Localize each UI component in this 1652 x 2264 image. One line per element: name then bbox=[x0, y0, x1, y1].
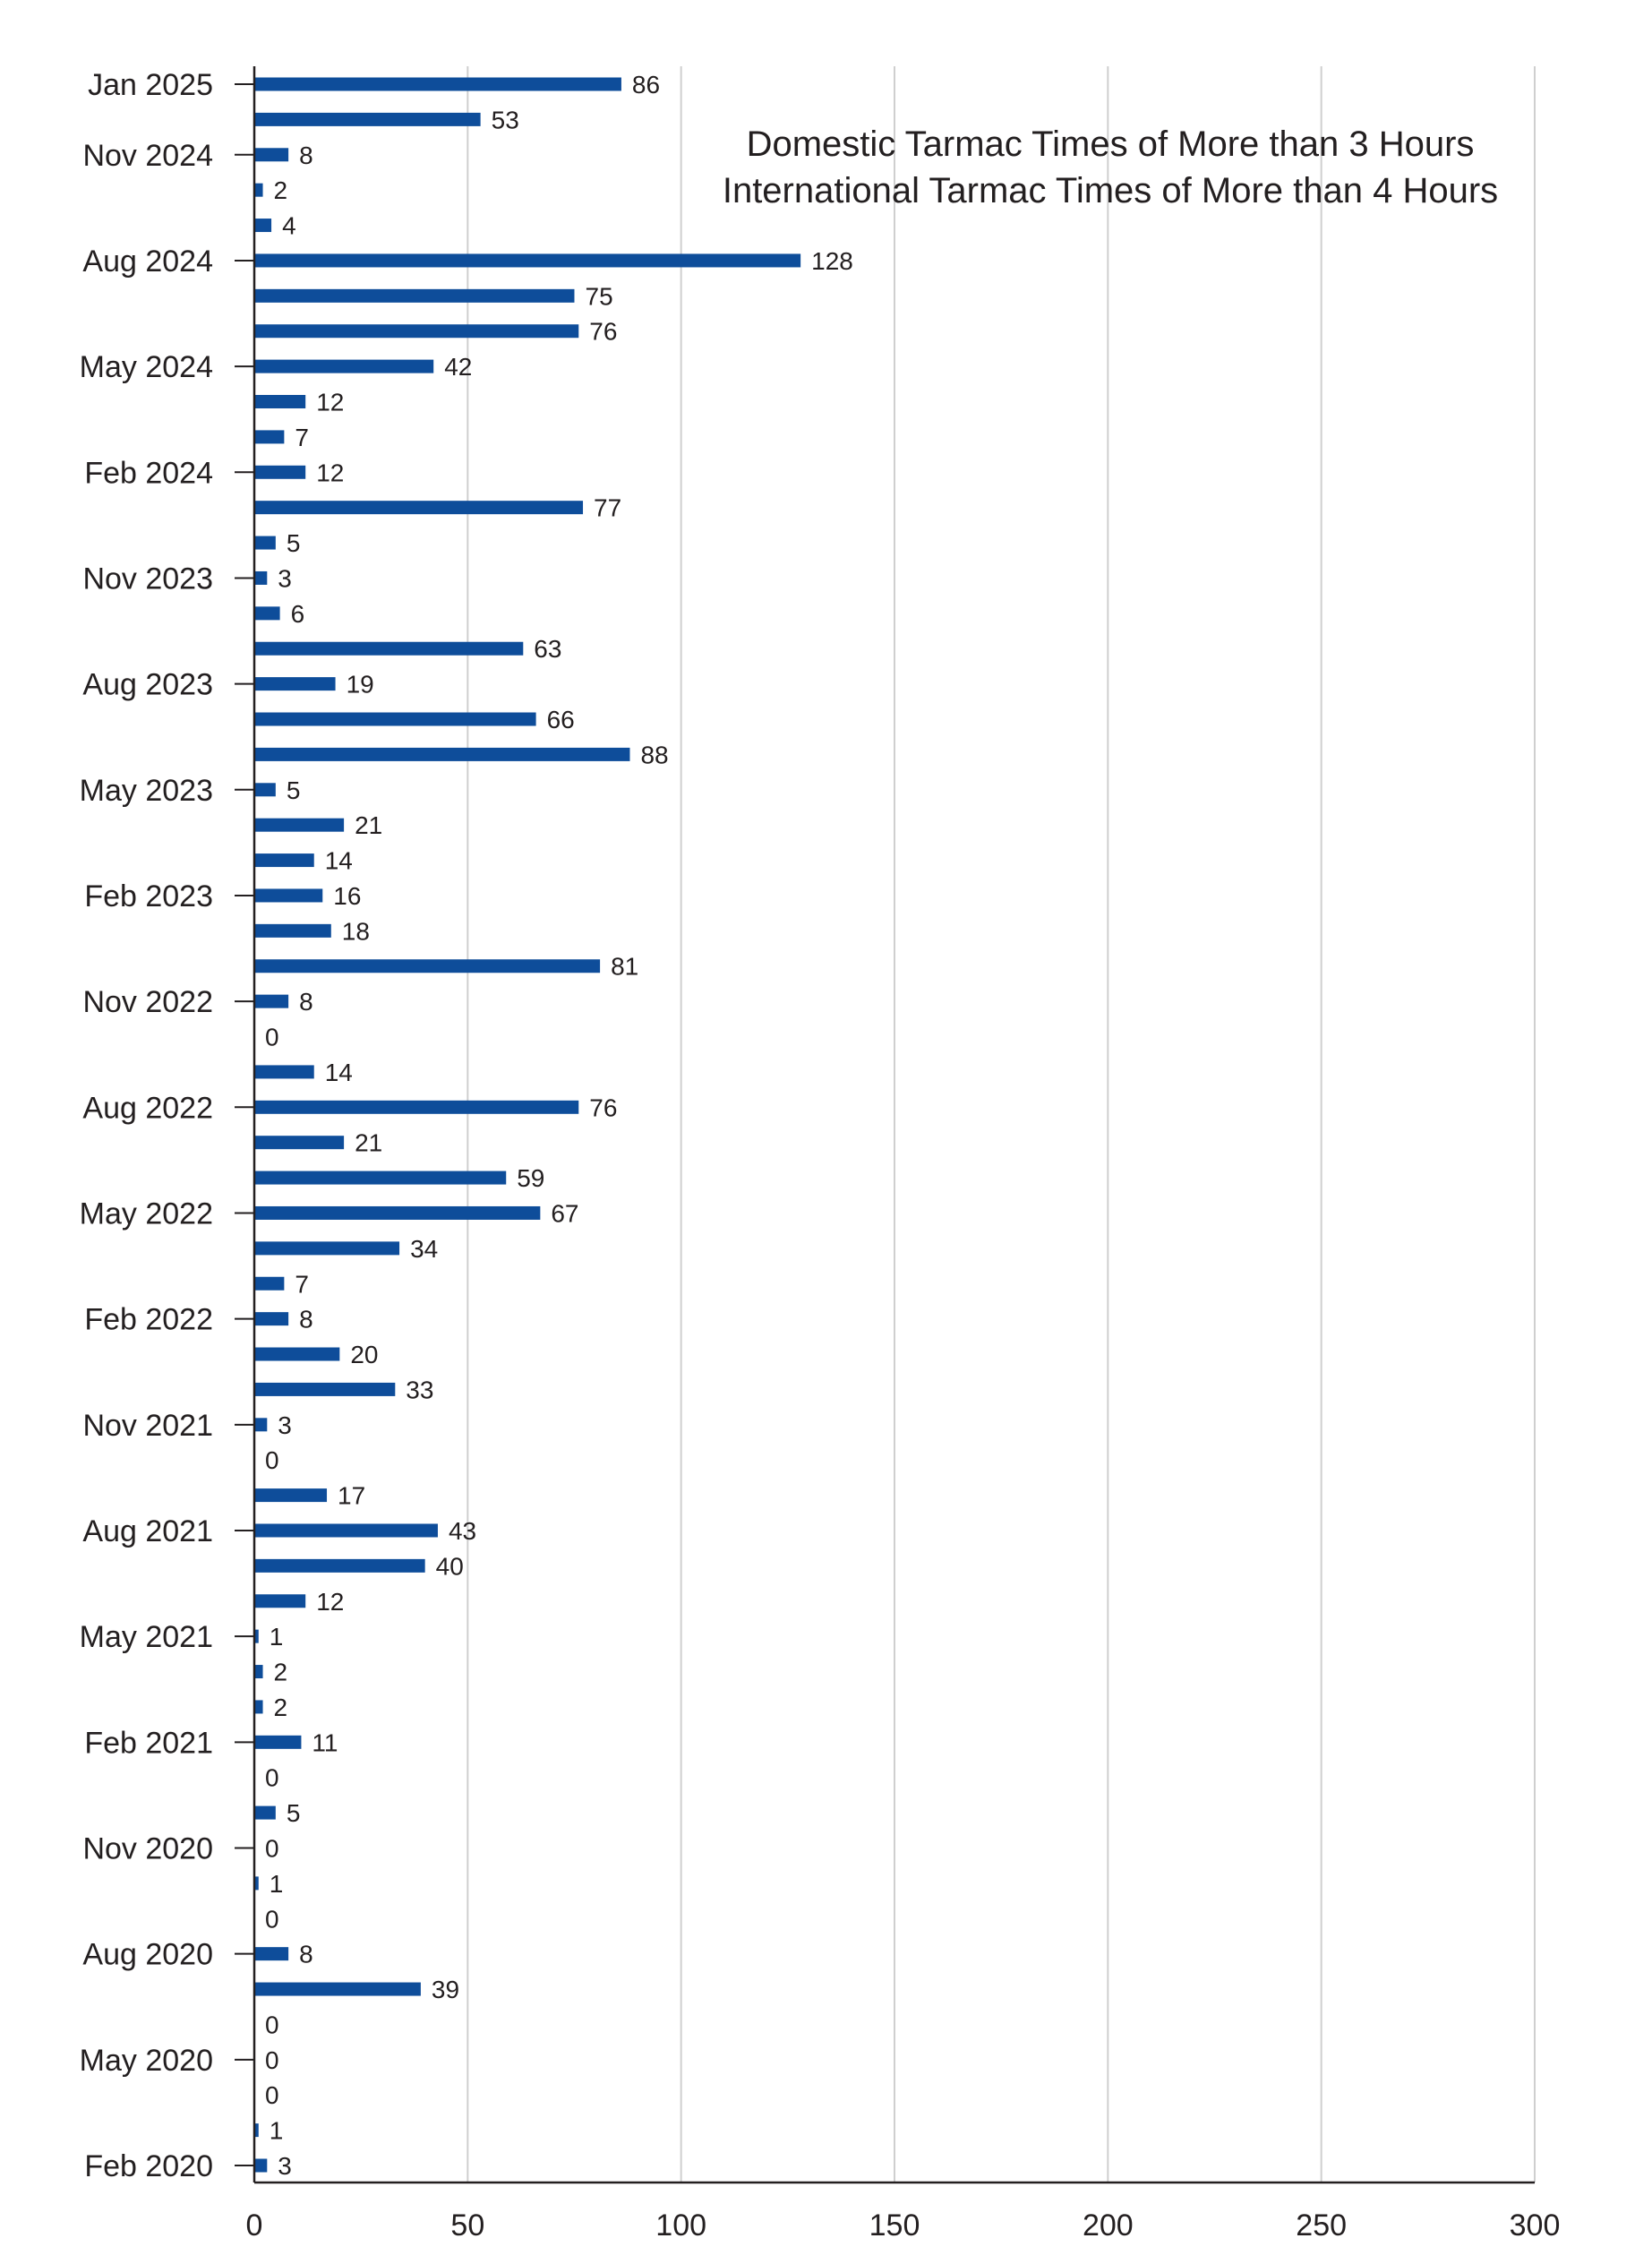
data-label: 0 bbox=[265, 2011, 279, 2039]
data-label: 8 bbox=[299, 141, 313, 169]
y-category-label: Nov 2020 bbox=[82, 1831, 213, 1866]
y-category-label: Aug 2021 bbox=[82, 1514, 213, 1548]
data-label: 75 bbox=[585, 282, 613, 311]
bar-nov-2022 bbox=[254, 995, 288, 1008]
bar-oct-2024 bbox=[254, 184, 263, 197]
bar-feb-2023 bbox=[254, 888, 322, 902]
bar-jan-2022 bbox=[254, 1348, 339, 1361]
data-label: 0 bbox=[265, 2045, 279, 2074]
y-category-label: Aug 2020 bbox=[82, 1937, 213, 1972]
x-tick-label: 300 bbox=[1509, 2208, 1561, 2243]
data-label: 5 bbox=[286, 1799, 301, 1828]
bar-sep-2021 bbox=[254, 1488, 327, 1502]
bar-dec-2024 bbox=[254, 113, 481, 126]
y-category-label: Nov 2021 bbox=[82, 1408, 213, 1443]
x-tick-label: 0 bbox=[245, 2208, 263, 2243]
data-label: 40 bbox=[435, 1552, 464, 1581]
gridlines bbox=[467, 66, 1535, 2183]
data-label: 2 bbox=[273, 1658, 288, 1686]
chart-title-line-1: Domestic Tarmac Times of More than 3 Hours bbox=[746, 124, 1475, 164]
bar-mar-2022 bbox=[254, 1277, 284, 1291]
bar-oct-2023 bbox=[254, 606, 280, 620]
y-category-label: Nov 2023 bbox=[82, 562, 213, 596]
y-category-label: Feb 2020 bbox=[84, 2149, 213, 2183]
data-label: 0 bbox=[265, 1446, 279, 1475]
data-label: 76 bbox=[589, 317, 618, 346]
data-label: 21 bbox=[355, 1128, 383, 1157]
bar-jun-2024 bbox=[254, 324, 578, 338]
data-label: 77 bbox=[594, 493, 622, 522]
y-category-label: Feb 2022 bbox=[84, 1302, 213, 1337]
data-label: 1 bbox=[269, 1623, 284, 1651]
data-label: 0 bbox=[265, 1834, 279, 1863]
x-tick-label: 250 bbox=[1296, 2208, 1348, 2243]
data-label: 42 bbox=[444, 353, 473, 382]
bar-mar-2021 bbox=[254, 1700, 263, 1713]
data-label: 5 bbox=[286, 776, 301, 804]
data-label: 86 bbox=[631, 71, 661, 99]
data-label: 63 bbox=[534, 635, 562, 664]
data-label: 20 bbox=[350, 1341, 379, 1369]
bar-dec-2020 bbox=[254, 1806, 276, 1820]
data-label: 0 bbox=[265, 1023, 279, 1051]
bar-jun-2023 bbox=[254, 748, 629, 761]
x-tick-label: 100 bbox=[655, 2208, 707, 2243]
data-label: 4 bbox=[282, 211, 296, 240]
bar-may-2023 bbox=[254, 783, 276, 796]
bar-may-2024 bbox=[254, 360, 433, 373]
y-category-label: May 2024 bbox=[79, 350, 213, 385]
data-label: 3 bbox=[278, 1411, 292, 1439]
data-label: 0 bbox=[265, 1905, 279, 1934]
data-label: 0 bbox=[265, 2081, 279, 2110]
y-category-label: Aug 2023 bbox=[82, 667, 213, 702]
data-label: 17 bbox=[338, 1481, 366, 1510]
bar-apr-2023 bbox=[254, 819, 344, 832]
data-label: 12 bbox=[316, 1587, 345, 1616]
bar-jul-2021 bbox=[254, 1559, 425, 1573]
bar-aug-2021 bbox=[254, 1523, 438, 1537]
bar-sep-2023 bbox=[254, 642, 523, 656]
x-tick-label: 200 bbox=[1082, 2208, 1134, 2243]
y-category-label: Feb 2023 bbox=[84, 879, 213, 913]
data-label: 7 bbox=[295, 1270, 309, 1299]
data-label: 8 bbox=[299, 1305, 313, 1334]
data-label: 81 bbox=[611, 952, 639, 981]
bar-mar-2024 bbox=[254, 430, 284, 443]
chart-title-line-2: International Tarmac Times of More than 4 Hours bbox=[722, 171, 1499, 210]
bar-sep-2022 bbox=[254, 1065, 314, 1078]
data-label: 11 bbox=[312, 1728, 338, 1757]
y-category-label: Aug 2024 bbox=[82, 244, 213, 279]
data-label: 39 bbox=[431, 1976, 460, 2004]
data-label: 43 bbox=[448, 1516, 477, 1545]
bar-feb-2020 bbox=[254, 2159, 267, 2173]
data-label: 21 bbox=[355, 811, 383, 840]
data-label: 2 bbox=[273, 176, 288, 205]
data-label: 18 bbox=[341, 917, 370, 946]
data-label: 8 bbox=[299, 1940, 313, 1968]
data-label: 1 bbox=[269, 2116, 284, 2145]
y-category-label: Jan 2025 bbox=[88, 68, 213, 102]
data-label: 7 bbox=[295, 423, 309, 451]
data-label: 6 bbox=[290, 599, 305, 628]
x-tick-label: 50 bbox=[450, 2208, 485, 2243]
bar-jun-2021 bbox=[254, 1594, 305, 1608]
y-category-label: Aug 2022 bbox=[82, 1091, 213, 1126]
bar-jan-2024 bbox=[254, 501, 583, 514]
bar-aug-2023 bbox=[254, 677, 336, 690]
y-category-label: May 2021 bbox=[79, 1620, 213, 1655]
data-label: 67 bbox=[551, 1199, 579, 1228]
data-label: 0 bbox=[265, 1763, 279, 1792]
bar-jul-2023 bbox=[254, 713, 536, 726]
bar-dec-2023 bbox=[254, 536, 276, 550]
bar-jul-2024 bbox=[254, 289, 575, 303]
data-label: 19 bbox=[346, 670, 374, 699]
bar-apr-2021 bbox=[254, 1665, 263, 1678]
bar-jul-2020 bbox=[254, 1983, 421, 1996]
y-category-label: Feb 2021 bbox=[84, 1726, 213, 1761]
bar-jul-2022 bbox=[254, 1136, 344, 1149]
data-label: 8 bbox=[299, 988, 313, 1016]
bar-sep-2024 bbox=[254, 219, 271, 232]
chart-title bbox=[723, 124, 1498, 210]
bar-feb-2022 bbox=[254, 1312, 288, 1325]
bar-jan-2023 bbox=[254, 924, 331, 938]
bar-feb-2021 bbox=[254, 1736, 301, 1749]
data-label: 76 bbox=[589, 1093, 618, 1122]
bar-mar-2023 bbox=[254, 853, 314, 867]
bar-dec-2022 bbox=[254, 959, 600, 973]
data-label: 53 bbox=[491, 106, 519, 134]
data-label: 66 bbox=[546, 706, 575, 734]
data-label: 14 bbox=[324, 846, 353, 875]
bar-dec-2021 bbox=[254, 1383, 395, 1396]
data-label: 12 bbox=[316, 388, 345, 416]
data-label: 88 bbox=[640, 741, 669, 769]
bar-may-2022 bbox=[254, 1206, 540, 1220]
bar-apr-2024 bbox=[254, 395, 305, 408]
bar-nov-2023 bbox=[254, 571, 267, 585]
x-axis-ticks bbox=[246, 2208, 1561, 2243]
data-label: 16 bbox=[333, 881, 362, 910]
y-category-label: Feb 2024 bbox=[84, 456, 213, 491]
data-label: 1 bbox=[269, 1869, 284, 1898]
data-label: 14 bbox=[324, 1058, 353, 1086]
y-category-label: May 2023 bbox=[79, 773, 213, 808]
bar-feb-2024 bbox=[254, 466, 305, 479]
bar-nov-2021 bbox=[254, 1418, 267, 1431]
bar-aug-2024 bbox=[254, 253, 800, 267]
data-label: 128 bbox=[811, 246, 853, 275]
data-label: 12 bbox=[316, 459, 345, 487]
data-label: 59 bbox=[517, 1164, 545, 1193]
data-label: 3 bbox=[278, 564, 292, 593]
data-label: 3 bbox=[278, 2152, 292, 2180]
y-category-label: Nov 2022 bbox=[82, 985, 213, 1020]
bar-apr-2022 bbox=[254, 1241, 399, 1255]
bar-jan-2025 bbox=[254, 78, 621, 91]
bar-jun-2022 bbox=[254, 1171, 506, 1185]
data-label: 5 bbox=[286, 529, 301, 558]
bar-aug-2022 bbox=[254, 1101, 578, 1114]
bar-nov-2024 bbox=[254, 148, 288, 161]
data-label: 34 bbox=[410, 1234, 439, 1263]
y-axis-labels bbox=[80, 68, 254, 2183]
y-category-label: Nov 2024 bbox=[82, 138, 213, 173]
bar-aug-2020 bbox=[254, 1947, 288, 1960]
y-category-label: May 2020 bbox=[79, 2043, 213, 2078]
data-label: 2 bbox=[273, 1693, 288, 1721]
data-label: 33 bbox=[406, 1376, 434, 1404]
x-tick-label: 150 bbox=[869, 2208, 920, 2243]
data-labels bbox=[265, 71, 853, 2180]
y-category-label: May 2022 bbox=[79, 1196, 213, 1231]
